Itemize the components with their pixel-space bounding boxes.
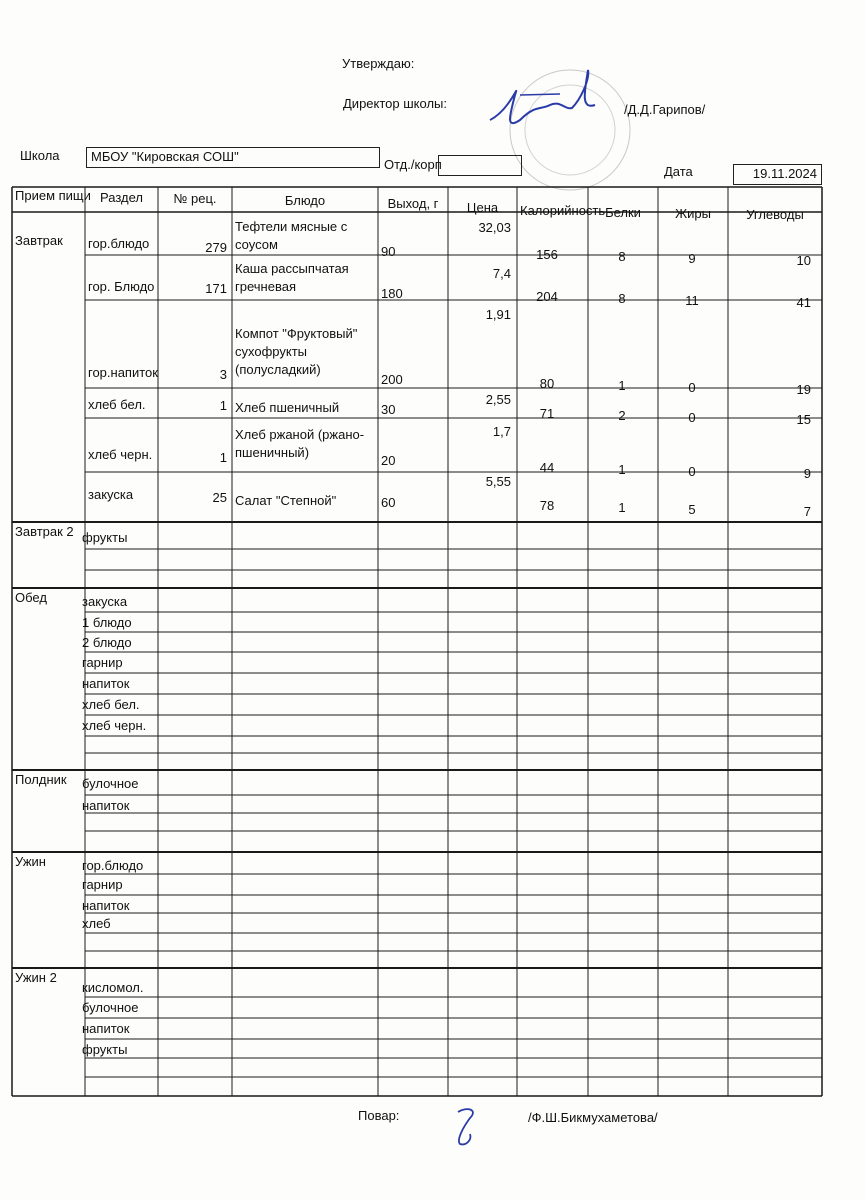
row-recipe: 25 [212, 490, 227, 505]
row-fat: 0 [688, 380, 696, 395]
row-recipe: 3 [219, 367, 227, 382]
row-section: хлеб черн. [88, 447, 153, 462]
row-protein: 8 [618, 249, 626, 264]
carbs-header: Углеводы [746, 207, 804, 222]
row-section: хлеб бел. [82, 697, 140, 712]
row-fat: 11 [685, 293, 699, 308]
meal-snack: Полдник [15, 772, 67, 787]
row-fat: 0 [688, 410, 696, 425]
row-section: фрукты [82, 1042, 128, 1057]
school-label: Школа [20, 148, 60, 163]
row-carbs: 15 [796, 412, 811, 427]
row-section: гарнир [82, 655, 123, 670]
row-price: 2,55 [485, 392, 511, 407]
yield-header: Выход, г [387, 196, 439, 211]
row-kcal: 204 [536, 289, 558, 304]
meal-breakfast: Завтрак [15, 233, 63, 248]
row-fat: 0 [688, 464, 696, 479]
row-protein: 2 [618, 408, 626, 423]
director-label: Директор школы: [343, 96, 447, 111]
row-kcal: 156 [536, 247, 558, 262]
row-section: напиток [82, 898, 130, 913]
row-protein: 1 [618, 500, 626, 515]
row-section: хлеб черн. [82, 718, 147, 733]
row-section: закуска [88, 487, 134, 502]
dept-label: Отд./корп [384, 157, 442, 172]
cook-label: Повар: [358, 1108, 400, 1123]
row-price: 1,7 [492, 424, 511, 439]
director-name: /Д.Д.Гарипов/ [624, 102, 706, 117]
row-carbs: 10 [796, 253, 811, 268]
date-label: Дата [664, 164, 693, 179]
row-carbs: 19 [796, 382, 811, 397]
row-dish: Тефтели мясные с соусом [235, 219, 348, 252]
row-dish: Салат "Степной" [235, 493, 337, 508]
row-carbs: 41 [796, 295, 811, 310]
row-section: булочное [82, 1000, 139, 1015]
row-dish: Хлеб ржаной (ржано-пшеничный) [235, 427, 365, 460]
row-protein: 1 [618, 462, 626, 477]
row-section: 1 блюдо [82, 615, 132, 630]
row-section: кисломол. [82, 980, 144, 995]
recipe-header: № рец. [173, 191, 217, 206]
row-section: булочное [82, 776, 139, 791]
cook-signature [450, 1100, 490, 1152]
meal-header: Прием пищи [15, 188, 91, 203]
approve-label: Утверждаю: [342, 56, 415, 71]
row-section: фрукты [82, 530, 128, 545]
row-fat: 5 [688, 502, 696, 517]
row-recipe: 1 [219, 450, 227, 465]
row-recipe: 171 [205, 281, 227, 296]
meal-dinner: Ужин [15, 854, 46, 869]
section-header: Раздел [100, 190, 143, 205]
date-field: 19.11.2024 [733, 164, 822, 185]
row-section: напиток [82, 676, 130, 691]
row-section: напиток [82, 1021, 130, 1036]
school-name-field: МБОУ "Кировская СОШ" [86, 147, 380, 168]
meal-lunch: Обед [15, 590, 47, 605]
row-yield: 180 [381, 286, 403, 301]
row-section: 2 блюдо [82, 635, 132, 650]
row-kcal: 44 [539, 460, 555, 475]
row-fat: 9 [688, 251, 696, 266]
row-price: 5,55 [485, 474, 511, 489]
protein-header: Белки [605, 205, 641, 220]
row-section: напиток [82, 798, 130, 813]
row-section: гор.блюдо [88, 236, 150, 251]
meal-dinner2: Ужин 2 [15, 970, 57, 985]
row-yield: 60 [381, 495, 396, 510]
row-price: 32,03 [478, 220, 511, 235]
row-carbs: 9 [803, 466, 811, 481]
cook-name: /Ф.Ш.Бикмухаметова/ [528, 1110, 658, 1125]
row-section: закуска [82, 594, 128, 609]
row-section: гор.блюдо [82, 858, 144, 873]
price-header: Цена [466, 200, 499, 215]
fat-header: Жиры [675, 206, 711, 221]
row-protein: 8 [618, 291, 626, 306]
row-section: хлеб бел. [88, 397, 146, 412]
meal-breakfast2: Завтрак 2 [15, 524, 74, 539]
row-kcal: 80 [539, 376, 555, 391]
row-recipe: 279 [205, 240, 227, 255]
row-price: 1,91 [485, 307, 511, 322]
row-section: гор.напиток [88, 365, 158, 380]
row-recipe: 1 [219, 398, 227, 413]
row-yield: 90 [381, 244, 396, 259]
row-dish: Компот "Фруктовый" сухофрукты (полусладкий) [235, 326, 358, 377]
row-yield: 20 [381, 453, 396, 468]
dish-header: Блюдо [284, 193, 326, 208]
row-section: хлеб [82, 916, 111, 931]
kcal-header: Калорийность [520, 203, 606, 218]
row-section: гарнир [82, 877, 123, 892]
row-kcal: 78 [539, 498, 555, 513]
row-protein: 1 [618, 378, 626, 393]
row-carbs: 7 [803, 504, 811, 519]
row-dish: Хлеб пшеничный [235, 400, 340, 415]
row-yield: 30 [381, 402, 396, 417]
row-kcal: 71 [539, 406, 555, 421]
row-price: 7,4 [492, 266, 511, 281]
row-section: гор. Блюдо [88, 279, 155, 294]
row-dish: Каша рассыпчатая гречневая [235, 261, 349, 294]
row-yield: 200 [381, 372, 403, 387]
